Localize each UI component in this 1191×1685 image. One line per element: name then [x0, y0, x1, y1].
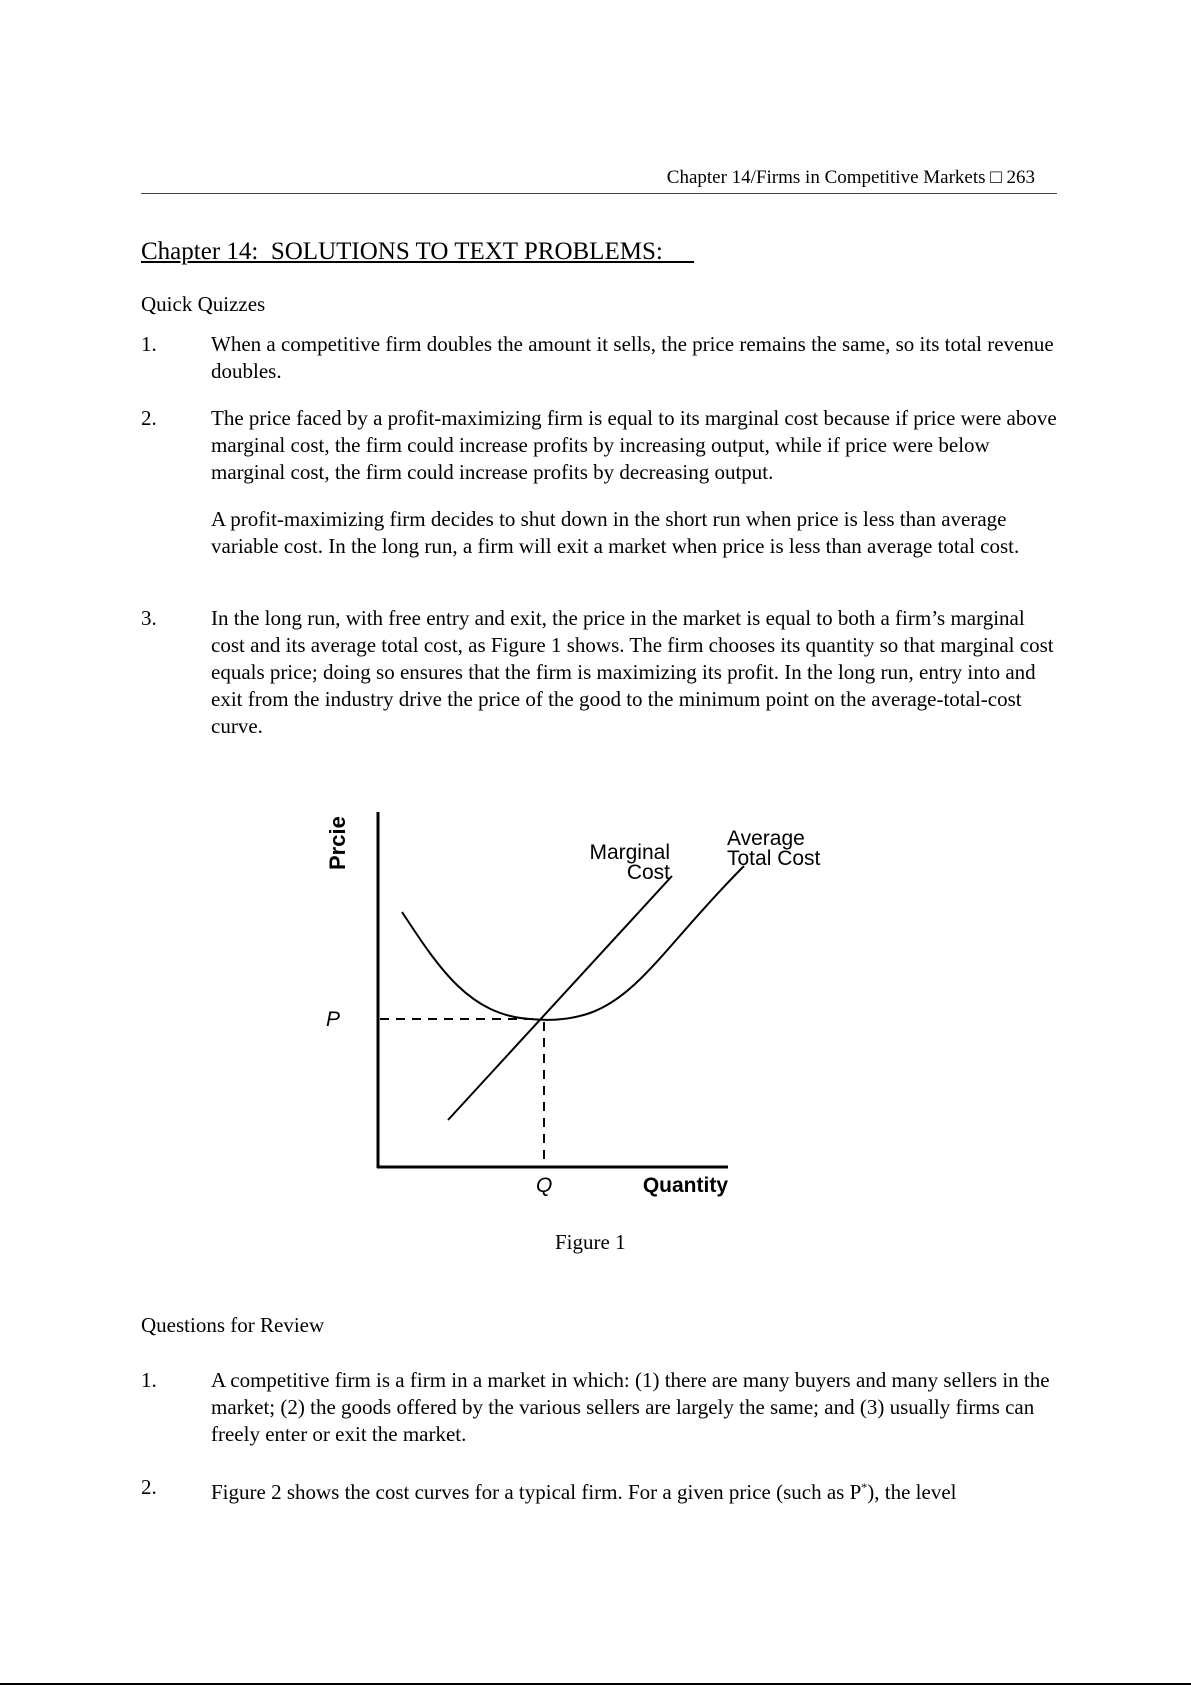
mc-label-line2: Cost: [626, 861, 670, 884]
review-item-2: [141, 1474, 1057, 1506]
atc-label-line1: Average: [727, 827, 805, 850]
figure-1-chart: [325, 800, 890, 1220]
questions-for-review-heading: Questions for Review: [141, 1313, 325, 1337]
item-text: Figure 2 shows the cost curves for a typical firm. For a given price (such as P*), the level: [211, 1480, 957, 1504]
p-label: P: [326, 1008, 341, 1031]
atc-label-line2: Total Cost: [727, 847, 821, 870]
item-number: 3.: [141, 606, 157, 630]
chapter-title: Chapter 14: SOLUTIONS TO TEXT PROBLEMS:: [141, 238, 695, 265]
item-text: The price faced by a profit-maximizing firm is equal to its marginal cost because if price were above marginal cost, the firm could increase profits by increasing output, while if price were below marginal cost, the firm could increase profits by decreasing output.: [211, 406, 1057, 484]
q-label: Q: [536, 1174, 553, 1197]
average-total-cost-curve: [402, 866, 744, 1020]
quiz-item-2: [141, 405, 1057, 486]
item-number: 1.: [141, 1368, 157, 1392]
quick-quizzes-heading: Quick Quizzes: [141, 292, 266, 316]
item-text: A competitive firm is a firm in a market in which: (1) there are many buyers and many sellers in the market; (2) the goods offered by the various sellers are largely the same; and (3) usually firms can freely enter or exit the market.: [211, 1368, 1050, 1446]
mc-label: [542, 843, 670, 883]
item-text: When a competitive firm doubles the amount it sells, the price remains the same, so its total revenue doubles.: [211, 332, 1054, 383]
item-text: In the long run, with free entry and exit, the price in the market is equal to both a firm’s marginal cost and its average total cost, as Figure 1 shows. The firm chooses its quantity so that marginal cost equals price; doing so ensures that the firm is maximizing its profit. In the long run, entry into and exit from the industry drive the price of the good to the minimum point on the average-total-cost curve.: [211, 606, 1054, 738]
review-item-1: [141, 1367, 1057, 1448]
y-axis-label: Prcie: [325, 816, 350, 870]
quiz-item-3: [141, 605, 1057, 740]
quiz-item-1: [141, 331, 1057, 385]
atc-label: [727, 829, 820, 869]
marginal-cost-curve: [448, 876, 672, 1120]
quiz-item-2-continued: [141, 506, 1057, 560]
item-number: 2.: [141, 1475, 157, 1499]
x-axis-label: Quantity: [642, 1174, 728, 1197]
figure-caption: Figure 1: [555, 1230, 626, 1254]
running-head-text: Chapter 14/Firms in Competitive Markets □ 263: [666, 167, 1035, 188]
item-text: A profit-maximizing firm decides to shut down in the short run when price is less than average variable cost. In the long run, a firm will exit a market when price is less than average total cost.: [211, 507, 1020, 558]
item-number: 2.: [141, 406, 157, 430]
running-header: [141, 165, 1057, 194]
item-number: 1.: [141, 332, 157, 356]
mc-label-line1: Marginal: [589, 841, 670, 864]
